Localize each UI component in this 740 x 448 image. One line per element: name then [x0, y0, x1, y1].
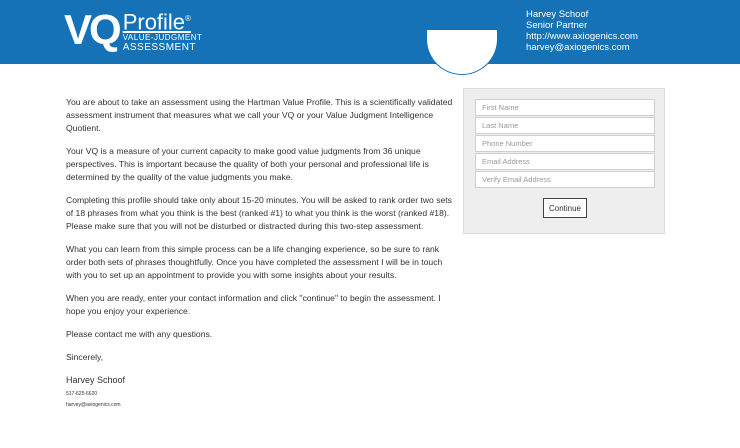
vq-profile-logo[interactable] [64, 8, 202, 56]
first-name-input[interactable] [475, 99, 655, 116]
last-name-input[interactable] [475, 117, 655, 134]
logo-vq-text: VQ [64, 6, 119, 53]
logo-profile-text [123, 8, 203, 33]
email-address-input[interactable] [475, 153, 655, 170]
contact-title: Senior Partner [526, 20, 588, 31]
header-bar [0, 0, 740, 64]
intro-paragraph-3: Completing this profile should take only about 15-20 minutes. You will be asked to rank order two sets of 18 phrases from what you think is the best (ranked #1) to what you think is the worst (ranked #18). Please make sure that you will not be disturbed or distracted during this two-step assessment. [66, 195, 452, 231]
intro-paragraph-2: Your VQ is a measure of your current capacity to make good value judgments from 36 unique perspectives. This is important because the quality of both your personal and professional life is determined by the quality of the value judgments you make. [66, 146, 429, 182]
contact-website[interactable]: http://www.axiogenics.com [526, 31, 638, 42]
logo-profile-word: Profile [122, 9, 186, 35]
intro-paragraph-5: When you are ready, enter your contact information and click "continue" to begin the assessment. I hope you enjoy your experience. [66, 293, 441, 316]
logo-registered-mark: ® [185, 14, 191, 23]
intro-paragraph-6: Please contact me with any questions. [66, 329, 213, 339]
logo-subtitle-1: VALUE-JUDGMENT [122, 33, 203, 43]
closing-text: Sincerely, [66, 352, 104, 362]
verify-email-input[interactable] [475, 171, 655, 188]
signature-email[interactable]: harvey@axiogenics.com [66, 402, 121, 408]
logo-subtitle-2: ASSESSMENT [122, 42, 197, 54]
intro-paragraph-1: You are about to take an assessment using the Hartman Value Profile. This is a scientifically validated assessment instrument that measures what we call your VQ or your Value Judgment Intelligence Quotient. [66, 97, 453, 133]
header-arc-decoration [426, 30, 498, 75]
intro-content [66, 96, 458, 409]
signature-phone: 517-625-6620 [66, 391, 98, 397]
logo-right [123, 8, 203, 53]
signature-name: Harvey Schoof [66, 375, 126, 385]
contact-name: Harvey Schoof [526, 9, 589, 20]
intro-paragraph-4: What you can learn from this simple process can be a life changing experience, so be sure to rank order both sets of phrases thoughtfully. Once you have completed the assessment I will be in touch with you to set up an appointment to provide you with some insights about your results. [66, 244, 443, 280]
continue-button[interactable]: Continue [543, 198, 587, 218]
contact-form [463, 88, 665, 234]
phone-number-input[interactable] [475, 135, 655, 152]
contact-email[interactable]: harvey@axiogenics.com [526, 42, 630, 53]
header-contact [526, 9, 638, 53]
